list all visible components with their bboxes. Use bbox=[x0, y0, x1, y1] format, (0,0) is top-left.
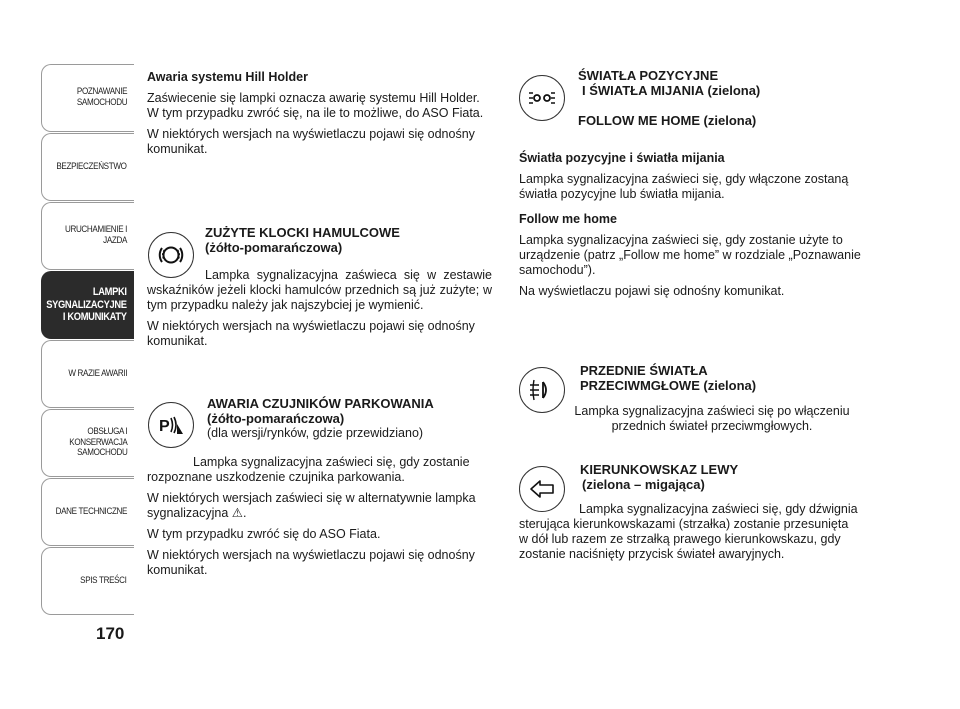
tab-label: POZNAWANIE SAMOCHODU bbox=[76, 86, 127, 108]
position-lights-heading bbox=[578, 68, 868, 129]
hill-holder-text-2: W niektórych wersjach na wyświetlaczu pojawi się odnośny komunikat. bbox=[147, 127, 475, 156]
tab-awarii[interactable] bbox=[41, 340, 134, 408]
position-lights-text: Lampka sygnalizacyjna zaświeci się, gdy włączone zostaną światła pozycyjne lub światła mijania. bbox=[519, 172, 849, 201]
brake-pads-body bbox=[147, 268, 492, 355]
hill-holder-section bbox=[147, 70, 492, 163]
parking-sensor-text-2: W niektórych wersjach zaświeci się w alternatywnie lampka sygnalizacyjna ⚠. bbox=[147, 491, 476, 520]
follow-me-home-text: Lampka sygnalizacyjna zaświeci się, gdy zostanie użyte to urządzenie (patrz „Follow me home” w rozdziale „Poznawanie samochodu”). bbox=[519, 233, 861, 277]
tab-lampki[interactable] bbox=[41, 271, 134, 339]
tab-label: LAMPKI SYGNALIZACYJNE I KOMUNIKATY bbox=[46, 286, 127, 324]
page-number: 170 bbox=[96, 624, 125, 643]
parking-sensor-title: AWARIA CZUJNIKÓW PARKOWANIA bbox=[207, 396, 434, 411]
tab-label: SPIS TREŚCI bbox=[80, 574, 127, 586]
position-lights-icon bbox=[519, 75, 565, 121]
front-fog-lights-text: Lampka sygnalizacyjna zaświeci się po włączeniu przednich świateł przeciwmgłowych. bbox=[574, 404, 850, 433]
position-lights-title-2: I ŚWIATŁA MIJANIA bbox=[582, 83, 705, 98]
left-turn-signal-color: (zielona – migająca) bbox=[582, 477, 705, 492]
tab-spis[interactable] bbox=[41, 547, 134, 615]
position-lights-color: (zielona) bbox=[707, 83, 761, 98]
hill-holder-title: Awaria systemu Hill Holder bbox=[147, 70, 308, 84]
parking-sensor-body bbox=[147, 455, 492, 584]
section-tabs bbox=[41, 64, 134, 616]
front-fog-lights-title: PRZEDNIE ŚWIATŁA bbox=[580, 363, 708, 378]
parking-sensor-icon bbox=[148, 402, 194, 448]
position-lights-body bbox=[519, 151, 879, 305]
position-lights-subtitle: Światła pozycyjne i światła mijania bbox=[519, 151, 725, 165]
follow-me-home-subtitle: Follow me home bbox=[519, 212, 617, 226]
brake-pads-heading bbox=[205, 225, 495, 255]
tab-label: W RAZIE AWARII bbox=[68, 367, 127, 379]
brake-pads-title: ZUŻYTE KLOCKI HAMULCOWE bbox=[205, 225, 400, 240]
follow-me-home-text-2: Na wyświetlaczu pojawi się odnośny komunikat. bbox=[519, 284, 785, 298]
parking-sensor-text-3: W tym przypadku zwróć się do ASO Fiata. bbox=[147, 527, 381, 541]
tab-poznawanie[interactable] bbox=[41, 64, 134, 132]
tab-label: OBSŁUGA I KONSERWACJA SAMOCHODU bbox=[68, 425, 127, 459]
left-turn-signal-title: KIERUNKOWSKAZ LEWY bbox=[580, 462, 739, 477]
parking-sensor-color: (żółto-pomarańczowa) bbox=[207, 411, 345, 426]
tab-label: BEZPIECZEŃSTWO bbox=[56, 160, 127, 172]
parking-sensor-text-4: W niektórych wersjach na wyświetlaczu pojawi się odnośny komunikat. bbox=[147, 548, 475, 577]
svg-text:P: P bbox=[159, 418, 170, 435]
left-turn-signal-heading bbox=[580, 462, 870, 492]
brake-pads-text: Lampka sygnalizacyjna zaświeca się w zestawie wskaźników jeżeli klocki hamulców przednich są już zużyte; w tym przypadku należy jak najszybciej je wymienić. bbox=[147, 268, 492, 312]
front-fog-lights-body bbox=[562, 404, 862, 440]
brake-pads-color: (żółto-pomarańczowa) bbox=[205, 240, 343, 255]
left-turn-signal-text: Lampka sygnalizacyjna zaświeci się, gdy dźwignia sterująca kierunkowskazami (strzałka) zostanie przesunięta w dół lub razem ze strzałką prawego kierunkowskazu, gdy zostanie naciśnięty przycisk świateł awaryjnych. bbox=[519, 502, 858, 561]
follow-me-home-title: FOLLOW ME HOME bbox=[578, 113, 701, 128]
position-lights-title: ŚWIATŁA POZYCYJNE bbox=[578, 68, 719, 83]
parking-sensor-note: (dla wersji/rynków, gdzie przewidziano) bbox=[207, 426, 424, 440]
front-fog-lights-title-2: PRZECIWMGŁOWE bbox=[580, 378, 700, 393]
front-fog-lights-icon bbox=[519, 367, 565, 413]
left-turn-signal-body bbox=[519, 502, 859, 568]
front-fog-lights-heading bbox=[580, 363, 870, 394]
tab-obsluga[interactable] bbox=[41, 409, 134, 477]
parking-sensor-text: Lampka sygnalizacyjna zaświeci się, gdy zostanie rozpoznane uszkodzenie czujnika parkowania. bbox=[147, 455, 470, 484]
tab-dane[interactable] bbox=[41, 478, 134, 546]
follow-me-home-color: (zielona) bbox=[703, 113, 757, 128]
tab-uruchamianie[interactable] bbox=[41, 202, 134, 270]
front-fog-lights-color: (zielona) bbox=[703, 378, 757, 393]
brake-pads-text-2: W niektórych wersjach na wyświetlaczu pojawi się odnośny komunikat. bbox=[147, 319, 475, 348]
tab-label: DANE TECHNICZNE bbox=[55, 505, 127, 517]
tab-label: URUCHAMIENIE I JAZDA bbox=[64, 224, 127, 246]
hill-holder-text: Zaświecenie się lampki oznacza awarię systemu Hill Holder. W tym przypadku zwróć się, na ile to możliwe, do ASO Fiata. bbox=[147, 91, 484, 120]
parking-sensor-heading bbox=[207, 396, 497, 441]
tab-bezpieczenstwo[interactable] bbox=[41, 133, 134, 201]
